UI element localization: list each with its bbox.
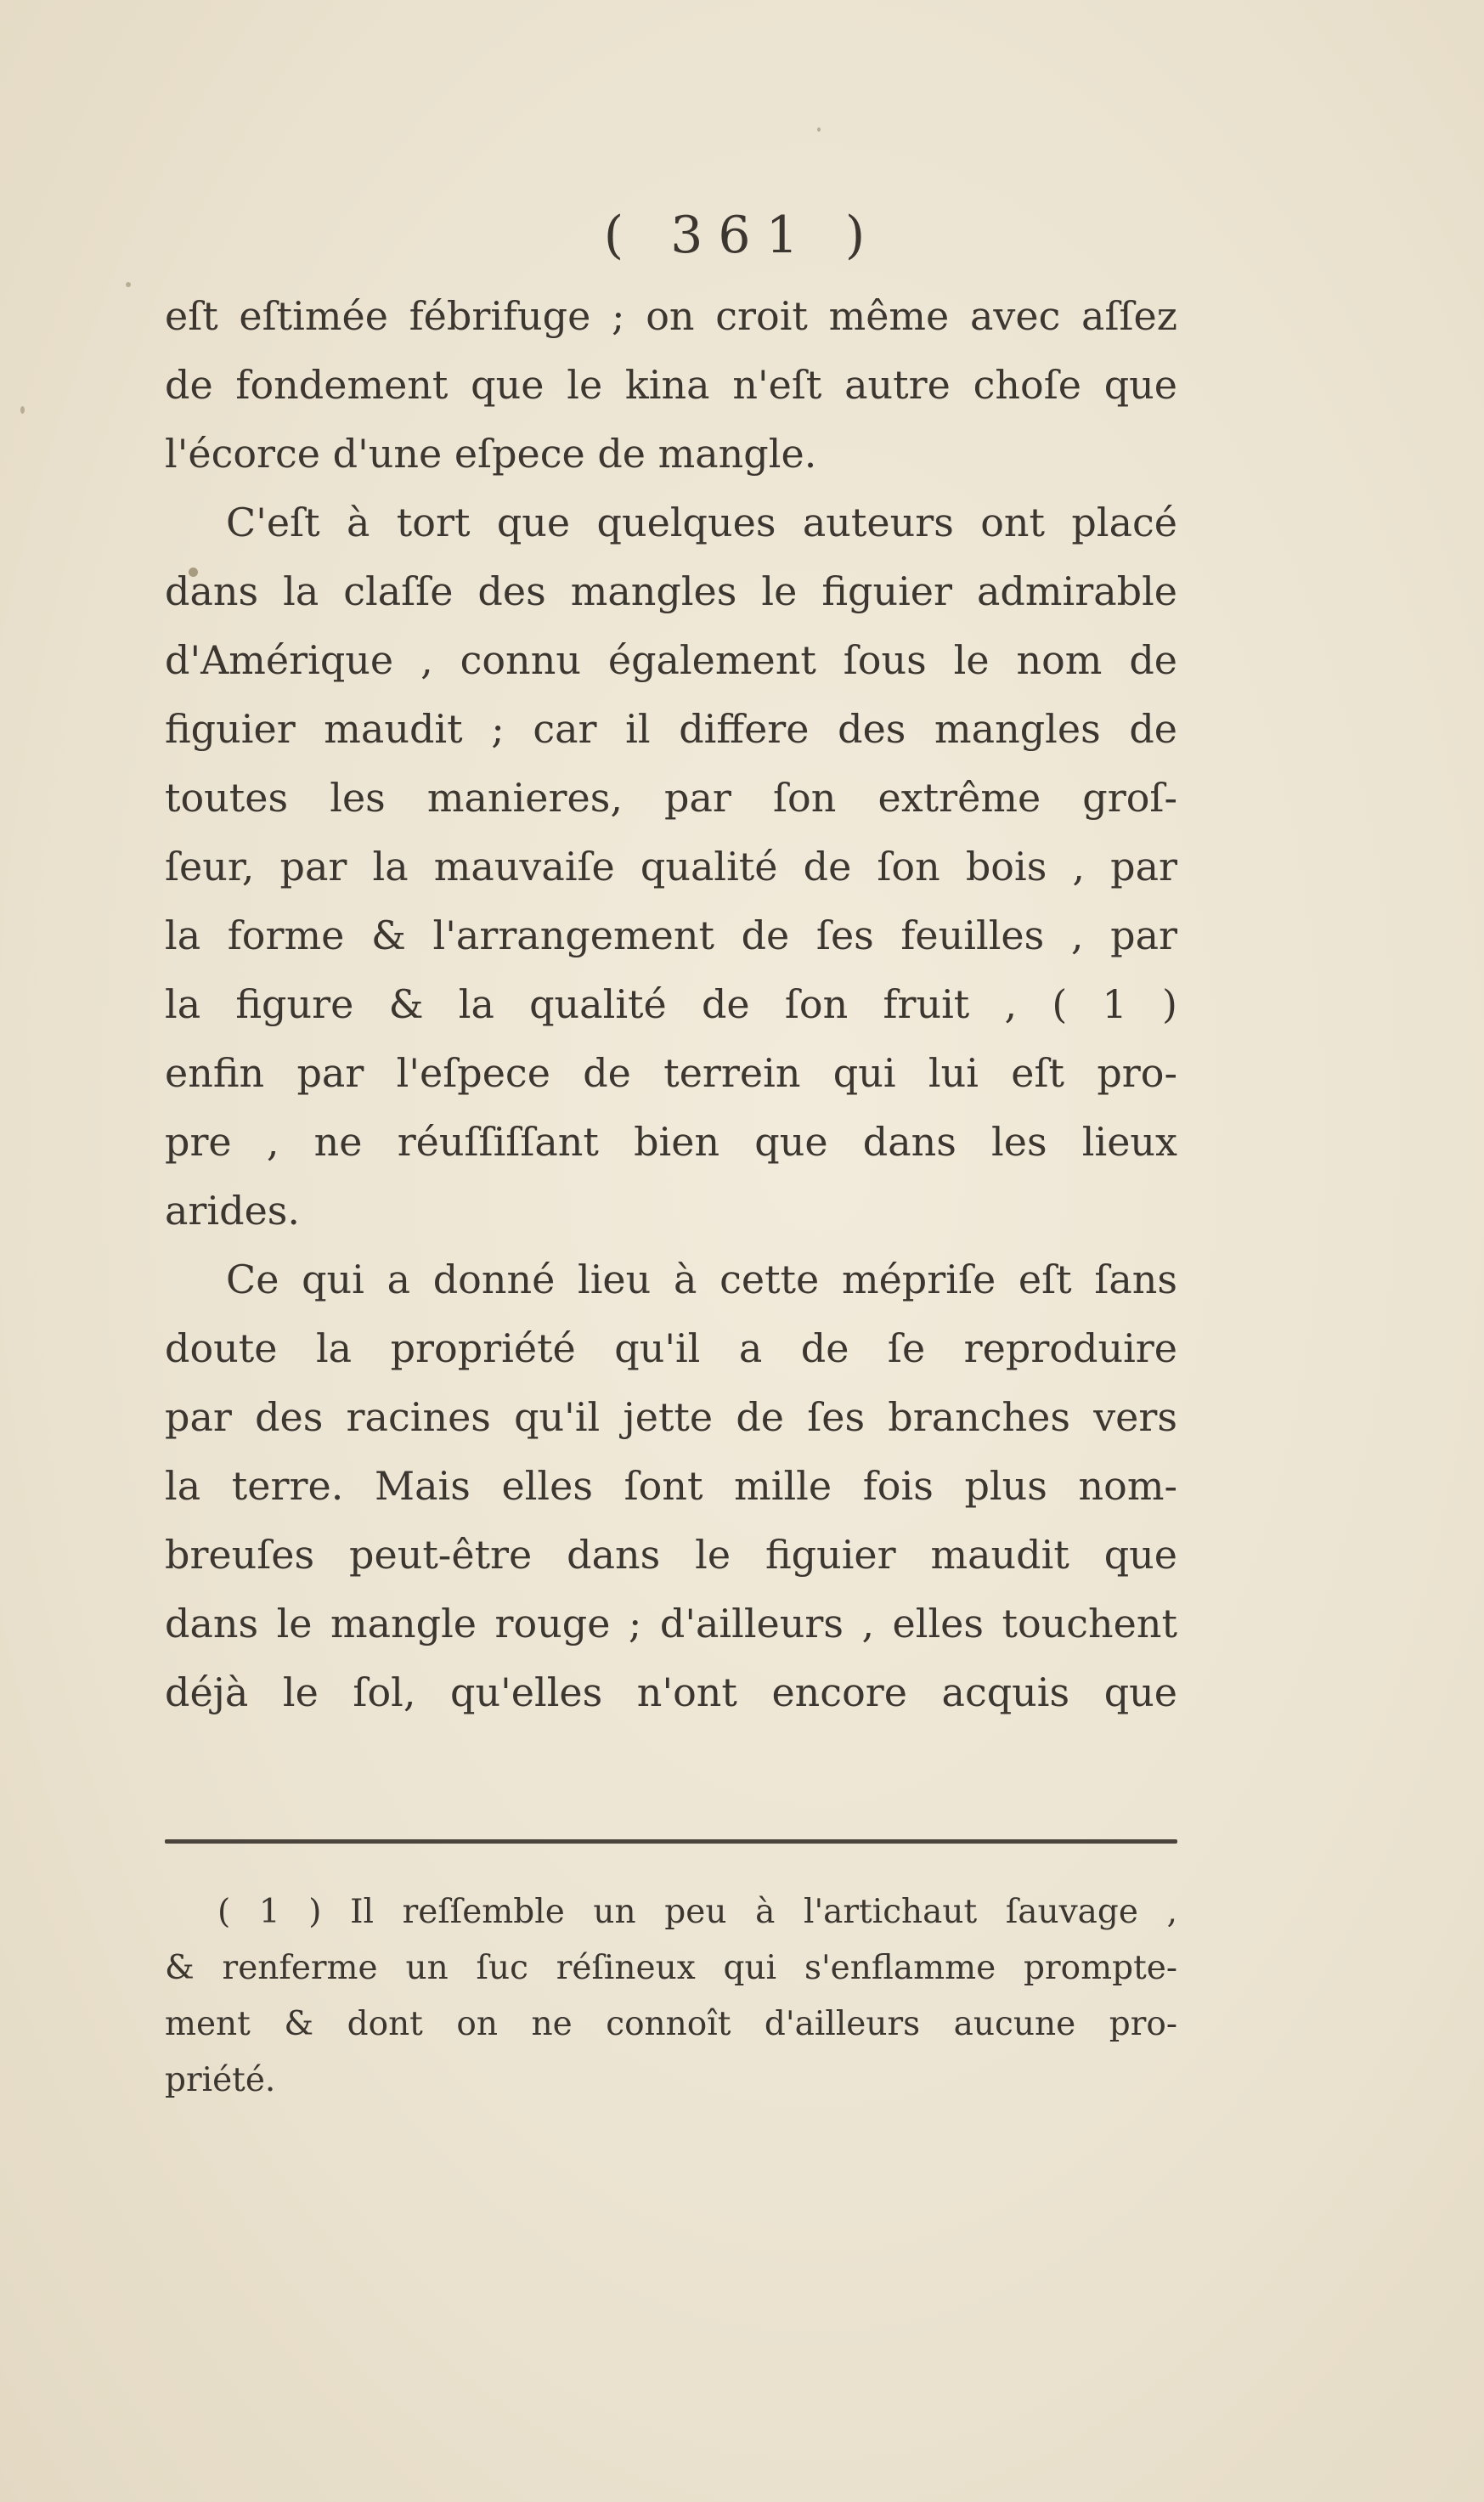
text-line: figuier maudit ; car il differe des mangles de [165,706,1177,752]
paper-speck [817,127,821,132]
text-line: eſt eſtimée fébrifuge ; on croit même avec aſſez [165,293,1177,339]
footnote-line-content: ( 1 ) Il reſſemble un peu à l'artichaut ſauvage , [217,1893,1177,1931]
text-line: l'écorce d'une eſpece de mangle. [165,431,817,477]
text-line: pre , ne réuſſiſſant bien que dans les lieux [165,1119,1177,1165]
text-line: breuſes peut-être dans le figuier maudit que [165,1532,1177,1578]
paper-speck [126,282,131,287]
text-line: dans le mangle rouge ; d'ailleurs , elles touchent [165,1601,1177,1646]
text-line [165,1245,1177,1314]
page-number: ( 361 ) [603,206,881,265]
text-line: la terre. Mais elles ſont mille fois plus nom- [165,1463,1177,1509]
text-line: la forme & l'arrangement de ſes feuilles , par [165,912,1177,958]
footnote [165,1884,1177,2109]
footnote-line: priété. [165,2061,276,2099]
footnote-line: & renferme un ſuc réſineux qui s'enflamme prompte- [165,1949,1177,1987]
text-line: ſeur, par la mauvaiſe qualité de ſon bois , par [165,844,1177,890]
paper-speck [20,406,25,414]
text-line [165,489,1177,557]
text-line: la figure & la qualité de ſon fruit , ( 1 ) [165,981,1177,1027]
text-line: arides. [165,1188,301,1234]
main-text [165,282,1177,1727]
text-line: d'Amérique , connu également ſous le nom de [165,637,1177,683]
text-line: de fondement que le kina n'eſt autre choſe que [165,362,1177,408]
text-line-content: C'eſt à tort que quelques auteurs ont placé [226,500,1177,545]
text-line: dans la claſſe des mangles le figuier admirable [165,568,1177,614]
text-line: toutes les manieres, par ſon extrême groſ- [165,775,1177,821]
text-line-content: Ce qui a donné lieu à cette mépriſe eſt ſans [226,1257,1177,1302]
text-line: déjà le ſol, qu'elles n'ont encore acquis que [165,1669,1177,1715]
footnote-line [165,1884,1177,1940]
text-line: doute la propriété qu'il a de ſe reproduire [165,1325,1177,1371]
text-line: par des racines qu'il jette de ſes branches vers [165,1394,1177,1440]
footnote-line: ment & dont on ne connoît d'ailleurs aucune pro- [165,2005,1177,2043]
text-line: enfin par l'eſpece de terrein qui lui eſt pro- [165,1050,1177,1096]
footnote-divider [165,1839,1177,1844]
